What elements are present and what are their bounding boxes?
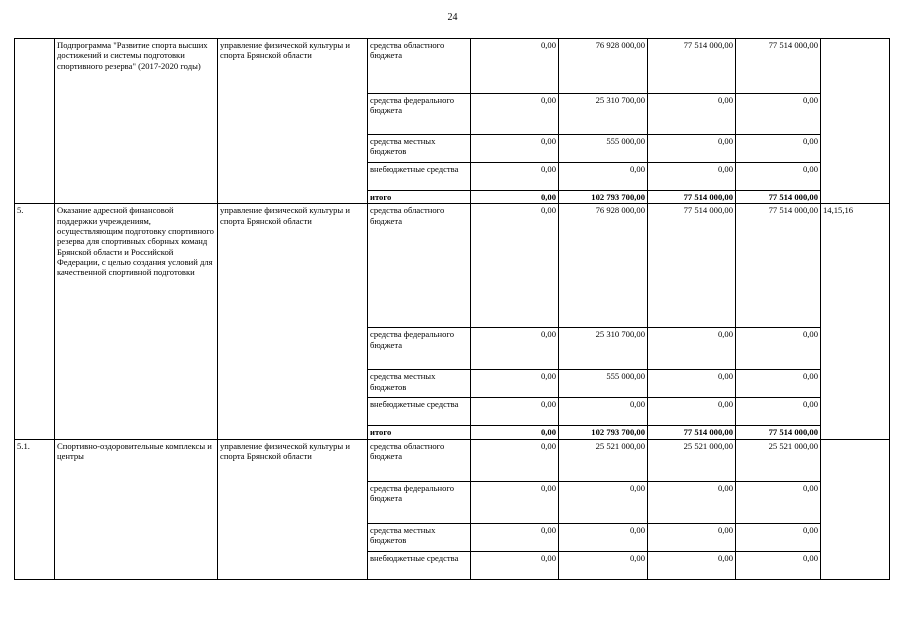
value-col-3: 0,00 [648, 94, 736, 135]
value-col-2: 555 000,00 [559, 135, 648, 163]
value-col-3: 77 514 000,00 [648, 204, 736, 328]
value-col-4: 0,00 [736, 398, 821, 426]
value-col-1: 0,00 [471, 398, 559, 426]
funding-source: внебюджетные средства [368, 163, 471, 191]
funding-source: средства федерального бюджета [368, 328, 471, 370]
item-name: Оказание адресной финансовой поддержки учреждениям, осуществляющим подготовку спортивного резерва для спортивных сборных команд Брянской области и Российской Федерации, с целью создания условий для качественной спортивной подготовки [55, 204, 218, 439]
value-col-1: 0,00 [471, 551, 559, 579]
total-label: итого [368, 191, 471, 204]
value-col-3: 25 521 000,00 [648, 439, 736, 481]
value-col-2: 25 310 700,00 [559, 328, 648, 370]
value-col-2: 25 521 000,00 [559, 439, 648, 481]
funding-source: средства федерального бюджета [368, 94, 471, 135]
value-col-4: 77 514 000,00 [736, 204, 821, 328]
value-col-1: 0,00 [471, 523, 559, 551]
item-number: 5. [15, 204, 55, 439]
value-col-3: 0,00 [648, 328, 736, 370]
value-col-2: 0,00 [559, 398, 648, 426]
table-row [15, 439, 890, 481]
target-indicators [821, 439, 890, 579]
value-col-4: 0,00 [736, 135, 821, 163]
total-value-col-1: 0,00 [471, 426, 559, 439]
total-value-col-2: 102 793 700,00 [559, 191, 648, 204]
value-col-2: 0,00 [559, 523, 648, 551]
value-col-1: 0,00 [471, 163, 559, 191]
value-col-4: 0,00 [736, 370, 821, 398]
total-value-col-3: 77 514 000,00 [648, 191, 736, 204]
value-col-2: 76 928 000,00 [559, 39, 648, 94]
item-number [15, 39, 55, 204]
value-col-2: 0,00 [559, 481, 648, 523]
total-value-col-4: 77 514 000,00 [736, 426, 821, 439]
value-col-1: 0,00 [471, 481, 559, 523]
value-col-1: 0,00 [471, 39, 559, 94]
value-col-1: 0,00 [471, 370, 559, 398]
item-executor: управление физической культуры и спорта Брянской области [218, 439, 368, 579]
funding-source: внебюджетные средства [368, 551, 471, 579]
funding-source: средства местных бюджетов [368, 135, 471, 163]
value-col-3: 0,00 [648, 163, 736, 191]
value-col-1: 0,00 [471, 204, 559, 328]
total-value-col-3: 77 514 000,00 [648, 426, 736, 439]
value-col-1: 0,00 [471, 94, 559, 135]
value-col-4: 77 514 000,00 [736, 39, 821, 94]
funding-source: средства федерального бюджета [368, 481, 471, 523]
value-col-1: 0,00 [471, 439, 559, 481]
total-value-col-4: 77 514 000,00 [736, 191, 821, 204]
value-col-4: 0,00 [736, 523, 821, 551]
value-col-4: 0,00 [736, 551, 821, 579]
table-row [15, 204, 890, 328]
value-col-1: 0,00 [471, 328, 559, 370]
value-col-2: 25 310 700,00 [559, 94, 648, 135]
value-col-2: 555 000,00 [559, 370, 648, 398]
value-col-3: 0,00 [648, 370, 736, 398]
total-value-col-1: 0,00 [471, 191, 559, 204]
total-value-col-2: 102 793 700,00 [559, 426, 648, 439]
value-col-2: 0,00 [559, 551, 648, 579]
target-indicators: 14,15,16 [821, 204, 890, 439]
item-executor: управление физической культуры и спорта Брянской области [218, 39, 368, 204]
value-col-2: 0,00 [559, 163, 648, 191]
value-col-3: 0,00 [648, 135, 736, 163]
item-name: Спортивно-оздоровительные комплексы и центры [55, 439, 218, 579]
value-col-3: 77 514 000,00 [648, 39, 736, 94]
table-row [15, 39, 890, 94]
value-col-3: 0,00 [648, 398, 736, 426]
funding-source: средства местных бюджетов [368, 523, 471, 551]
funding-source: внебюджетные средства [368, 398, 471, 426]
item-number: 5.1. [15, 439, 55, 579]
value-col-4: 0,00 [736, 163, 821, 191]
budget-table [14, 38, 890, 580]
value-col-3: 0,00 [648, 481, 736, 523]
funding-source: средства областного бюджета [368, 439, 471, 481]
value-col-2: 76 928 000,00 [559, 204, 648, 328]
funding-source: средства областного бюджета [368, 204, 471, 328]
value-col-4: 25 521 000,00 [736, 439, 821, 481]
value-col-4: 0,00 [736, 481, 821, 523]
value-col-3: 0,00 [648, 523, 736, 551]
value-col-3: 0,00 [648, 551, 736, 579]
total-label: итого [368, 426, 471, 439]
page-number: 24 [447, 12, 458, 23]
item-name: Подпрограмма "Развитие спорта высших достижений и системы подготовки спортивного резерва" (2017-2020 годы) [55, 39, 218, 204]
value-col-4: 0,00 [736, 94, 821, 135]
target-indicators [821, 39, 890, 204]
value-col-1: 0,00 [471, 135, 559, 163]
item-executor: управление физической культуры и спорта Брянской области [218, 204, 368, 439]
funding-source: средства областного бюджета [368, 39, 471, 94]
funding-source: средства местных бюджетов [368, 370, 471, 398]
value-col-4: 0,00 [736, 328, 821, 370]
